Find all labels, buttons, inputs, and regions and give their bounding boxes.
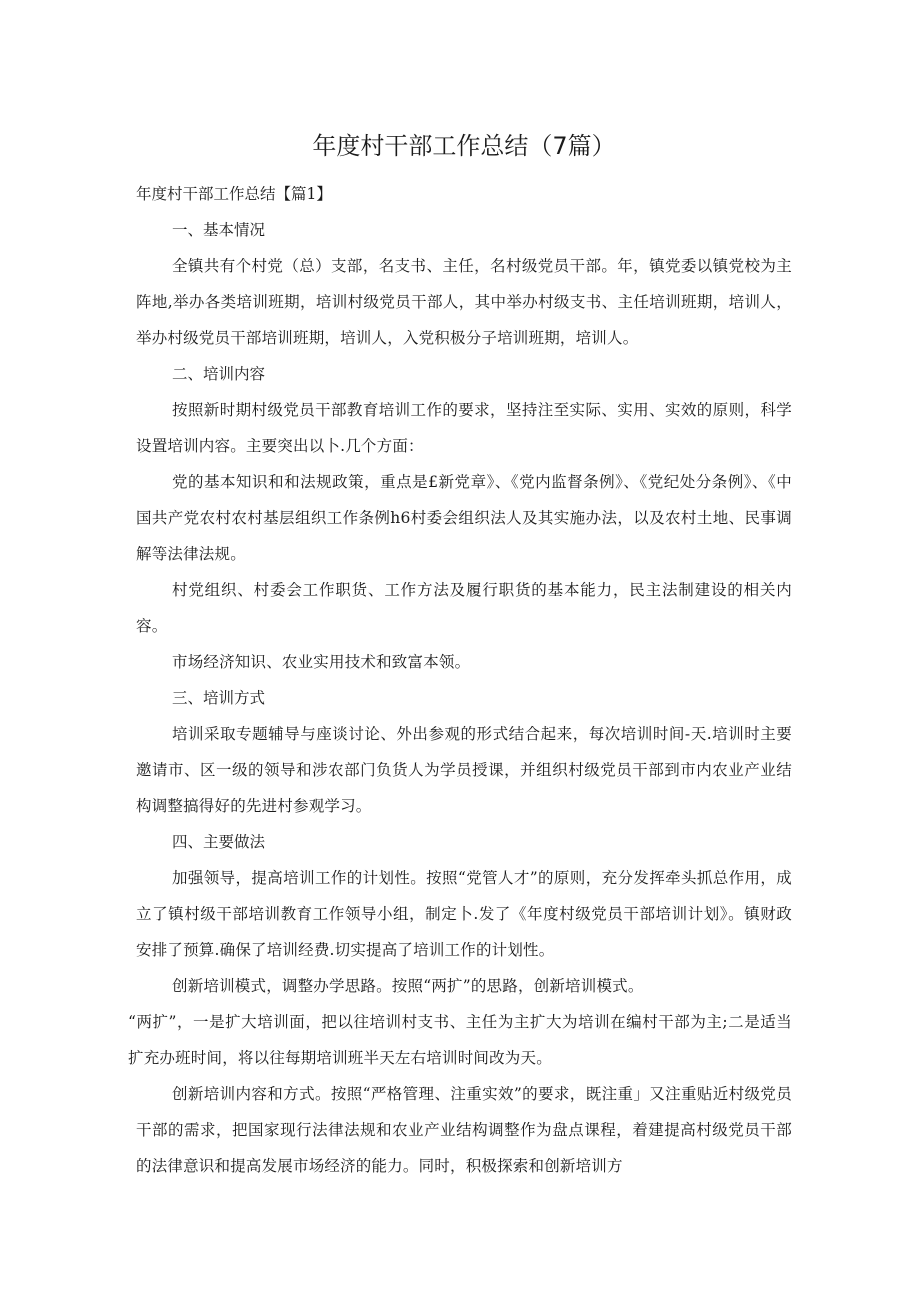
paragraph-innovate-content: 创新培训内容和方式。按照“严格管理、注重实效”的要求，既注重」又注重贴近村级党员干部的需求，把国家现行法律法规和农业产业结构调整作为盘点课程，着建提高村级党员干部的法律意识和提高发展市场经济的能力。同时，积极探索和创新培训方 [136, 1085, 792, 1175]
section-heading-4: 四、主要做法 [172, 833, 266, 851]
section-heading-1: 一、基本情况 [172, 221, 266, 239]
paragraph-two-expansions: “两扩”，一是扩大培训面，把以往培训村支书、主任为主扩大为培训在编村干部为主;二是适当扩充办班时间，将以往每期培训班半天左右培训时间改为天。 [128, 1013, 792, 1067]
document-title: 年度村干部工作总结（7篇） [312, 132, 616, 160]
document-body [128, 212, 792, 1184]
paragraph-training-method: 培训采取专题辅导与座谈讨论、外出参观的形式结合起来，每次培训时间-天.培训时主要邀请市、区一级的领导和涉农部门负货人为学员授课，并组织村级党员干部到市内农业产业结构调整搞得好的先进村参观学习。 [136, 725, 792, 815]
paragraph-leadership: 加强领导，提高培训工作的计划性。按照“党管人才”的原则，充分发挥牵头抓总作用，成立了镇村级干部培训教育工作领导小组，制定卜.发了《年度村级党员干部培训计划》。镇财政安排了预算.确保了培训经费.切实提高了培训工作的计划性。 [136, 869, 792, 959]
paragraph-basic-info: 全镇共有个村党（总）支部，名支书、主任，名村级党员干部。年，镇党委以镇党校为主阵地,举办各类培训班期，培训村级党员干部人，其中举办村级支书、主任培训班期，培训人，举办村级党员干部培训班期，培训人，入党积极分子培训班期，培训人。 [136, 257, 792, 347]
paragraph-market-economy: 市场经济知识、农业实用技术和致富本领。 [172, 653, 471, 671]
paragraph-village-duties: 村党组织、村委会工作职货、工作方法及履行职货的基本能力，民主法制建设的相关内容。 [136, 581, 792, 635]
paragraph-party-knowledge: 党的基本知识和和法规政策，重点是£新党章》、《党内监督条例》、《党纪处分条例》、《中国共产党农村农村基层组织工作条例h6村委会组织法人及其实施办法，以及农村土地、民事调解等法律法规。 [136, 473, 792, 563]
section-heading-2: 二、培训内容 [172, 365, 266, 383]
paragraph-training-content-intro: 按照新时期村级党员干部教育培训工作的要求，坚持注至实际、实用、实效的原则，科学设置培训内容。主要突出以卜.几个方面： [136, 401, 792, 455]
paragraph-innovate-model: 创新培训模式，调整办学思路。按照“两扩”的思路，创新培训模式。 [172, 977, 644, 995]
section-heading-3: 三、培训方式 [172, 689, 266, 707]
section-subtitle: 年度村干部工作总结【篇1】 [136, 185, 332, 203]
